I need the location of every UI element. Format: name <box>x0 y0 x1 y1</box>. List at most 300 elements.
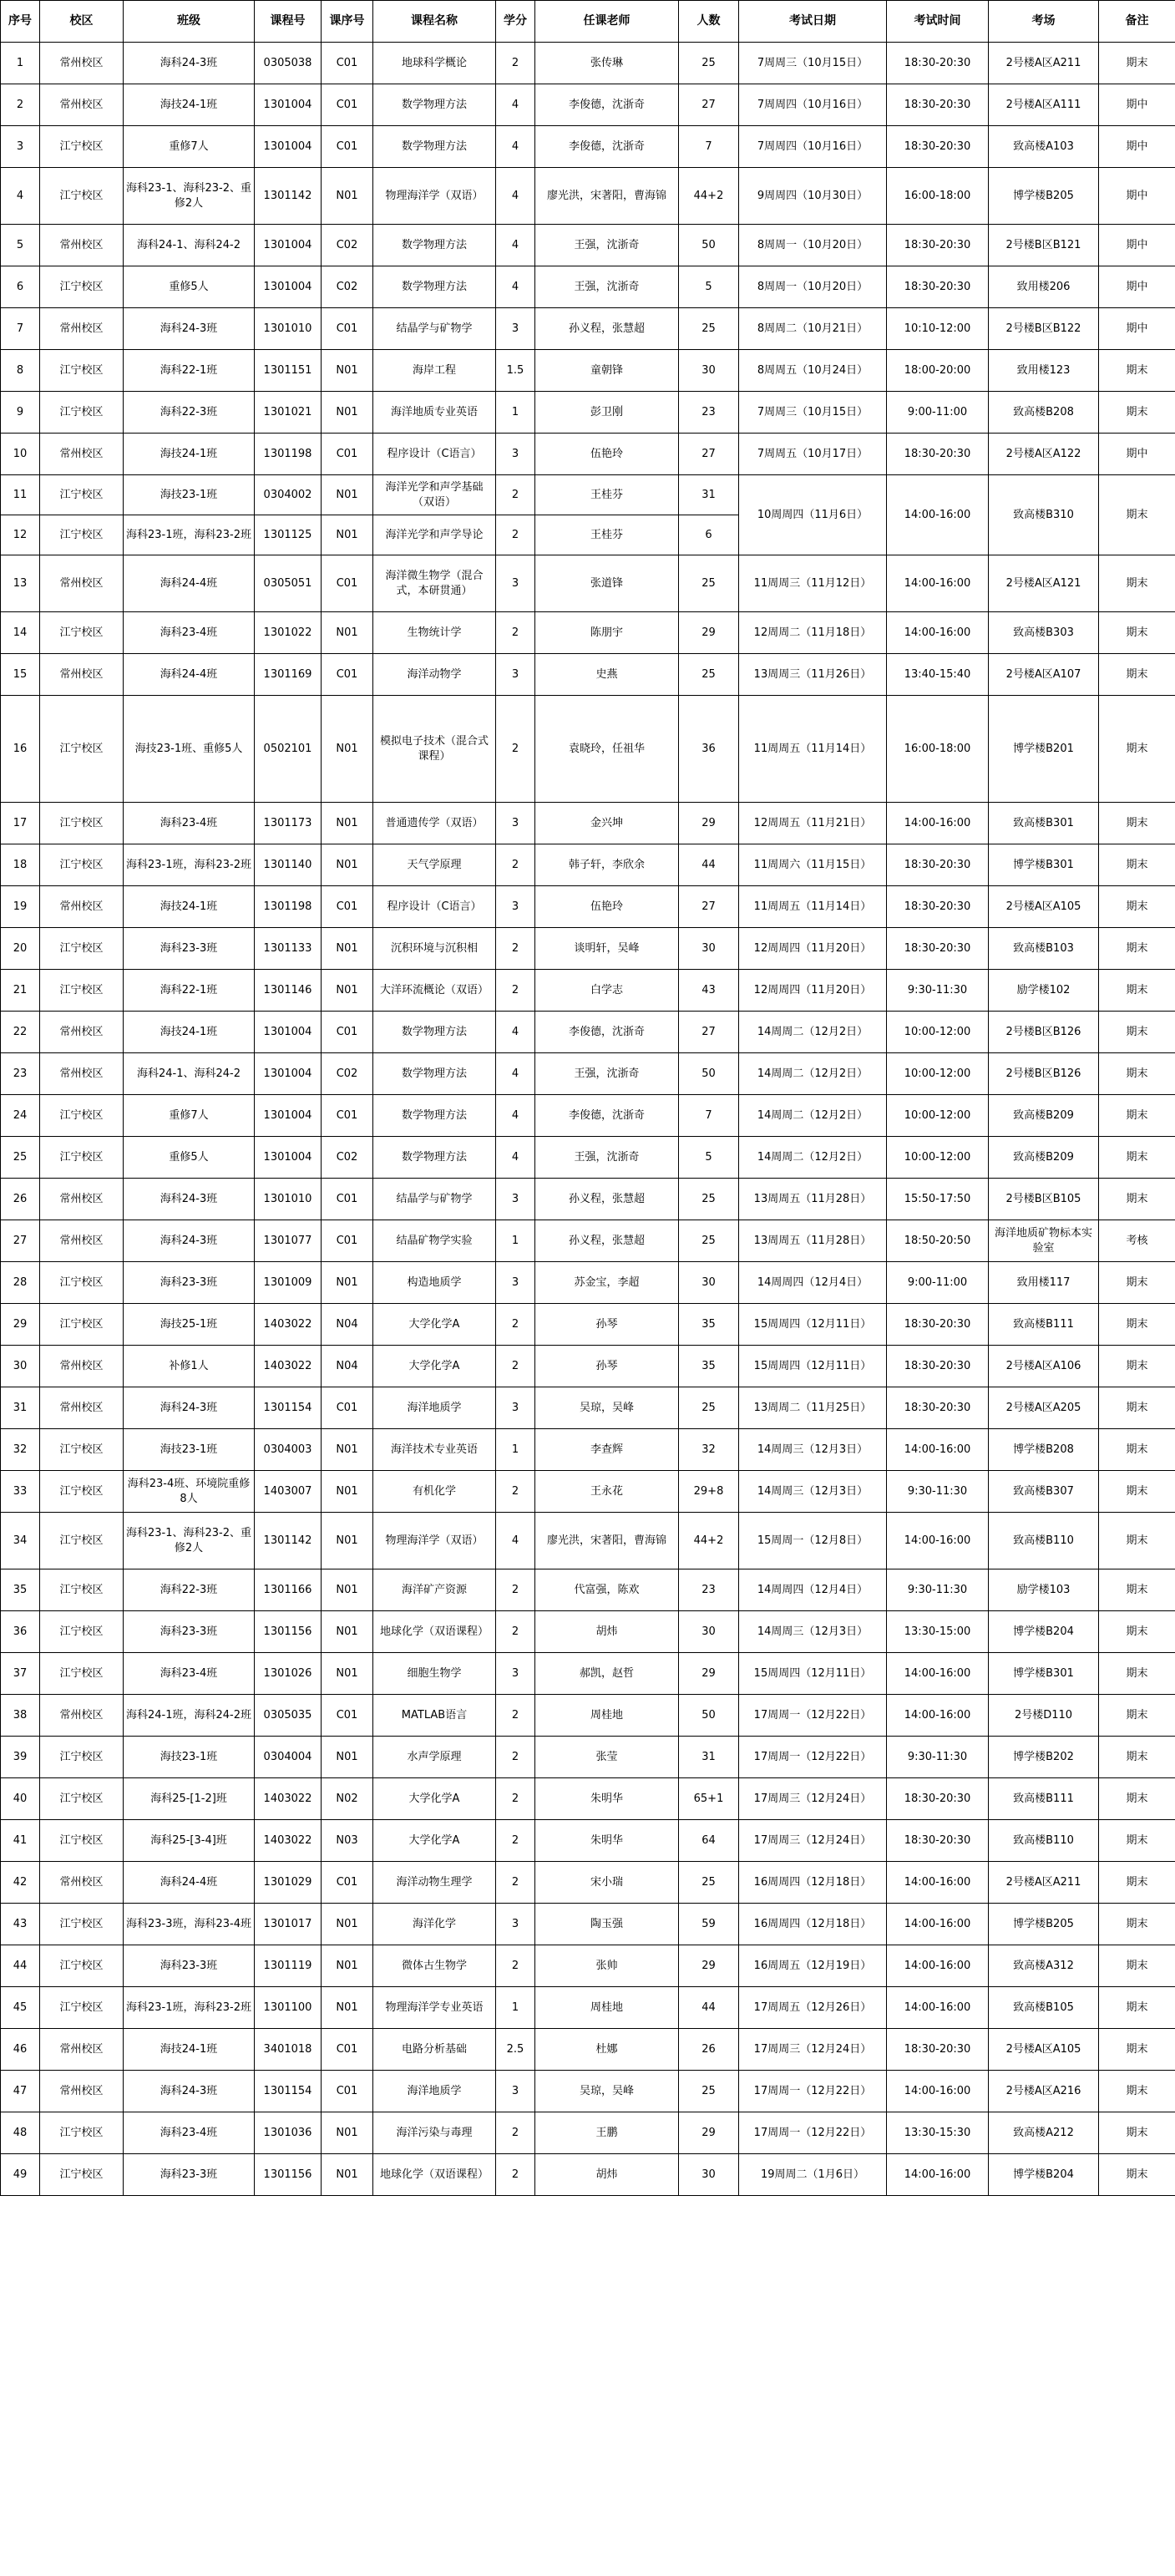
cell-no: 10 <box>1 434 40 475</box>
cell-cls: 海技23-1班 <box>124 1429 255 1471</box>
cell-code: 1403022 <box>255 1778 322 1820</box>
cell-seq: N01 <box>322 2154 373 2196</box>
cell-date: 10周周四（11月6日） <box>739 475 887 555</box>
cell-time: 10:10-12:00 <box>887 308 989 350</box>
cell-count: 25 <box>679 1862 739 1904</box>
cell-no: 34 <box>1 1513 40 1569</box>
cell-teacher: 王鹏 <box>535 2112 679 2154</box>
cell-note: 期中 <box>1099 308 1175 350</box>
table-row <box>1 225 1175 266</box>
cell-room: 博学楼B204 <box>989 1611 1099 1653</box>
cell-seq: N04 <box>322 1304 373 1346</box>
cell-note: 期末 <box>1099 2029 1175 2071</box>
cell-date: 12周周五（11月21日） <box>739 803 887 844</box>
cell-date: 12周周二（11月18日） <box>739 612 887 654</box>
cell-teacher: 苏金宝，李超 <box>535 1262 679 1304</box>
cell-cls: 海科23-3班 <box>124 1945 255 1987</box>
cell-no: 48 <box>1 2112 40 2154</box>
cell-cls: 海科23-3班 <box>124 928 255 970</box>
cell-time: 14:00-16:00 <box>887 612 989 654</box>
cell-credit: 2 <box>496 844 535 886</box>
cell-time: 18:30-20:30 <box>887 1778 989 1820</box>
cell-credit: 4 <box>496 266 535 308</box>
cell-cls: 海科23-3班 <box>124 2154 255 2196</box>
table-row <box>1 1611 1175 1653</box>
cell-seq: C01 <box>322 1179 373 1220</box>
cell-count: 25 <box>679 2071 739 2112</box>
cell-code: 1403022 <box>255 1304 322 1346</box>
cell-credit: 3 <box>496 555 535 612</box>
cell-campus: 常州校区 <box>40 2071 124 2112</box>
cell-teacher: 朱明华 <box>535 1820 679 1862</box>
cell-teacher: 李俊德，沈浙奇 <box>535 1012 679 1053</box>
cell-credit: 4 <box>496 1513 535 1569</box>
cell-no: 49 <box>1 2154 40 2196</box>
cell-seq: C01 <box>322 1095 373 1137</box>
cell-no: 9 <box>1 392 40 434</box>
cell-count: 64 <box>679 1820 739 1862</box>
cell-room: 2号楼A区A105 <box>989 2029 1099 2071</box>
cell-count: 25 <box>679 1387 739 1429</box>
cell-teacher: 王强，沈浙奇 <box>535 225 679 266</box>
cell-credit: 3 <box>496 803 535 844</box>
cell-cls: 海技23-1班、重修5人 <box>124 696 255 803</box>
cell-no: 28 <box>1 1262 40 1304</box>
cell-name: 水声学原理 <box>373 1737 496 1778</box>
header-row <box>1 1 1175 43</box>
cell-cls: 海科22-1班 <box>124 970 255 1012</box>
cell-code: 1301173 <box>255 803 322 844</box>
cell-name: 大学化学A <box>373 1346 496 1387</box>
cell-credit: 3 <box>496 886 535 928</box>
cell-room: 2号楼B区B122 <box>989 308 1099 350</box>
cell-count: 44+2 <box>679 168 739 225</box>
cell-no: 17 <box>1 803 40 844</box>
header-credit: 学分 <box>496 1 535 43</box>
cell-campus: 江宁校区 <box>40 475 124 515</box>
cell-room: 博学楼B205 <box>989 1904 1099 1945</box>
cell-credit: 2 <box>496 1945 535 1987</box>
cell-count: 50 <box>679 1695 739 1737</box>
cell-room: 致高楼A312 <box>989 1945 1099 1987</box>
cell-name: 结晶学与矿物学 <box>373 1179 496 1220</box>
cell-count: 23 <box>679 392 739 434</box>
cell-date: 14周周二（12月2日） <box>739 1012 887 1053</box>
cell-room: 2号楼A区A211 <box>989 43 1099 84</box>
cell-room: 致高楼A212 <box>989 2112 1099 2154</box>
cell-seq: C01 <box>322 84 373 126</box>
cell-count: 30 <box>679 928 739 970</box>
cell-time: 14:00-16:00 <box>887 803 989 844</box>
cell-name: 结晶矿物学实验 <box>373 1220 496 1262</box>
cell-time: 18:30-20:30 <box>887 1346 989 1387</box>
cell-note: 期末 <box>1099 1569 1175 1611</box>
cell-credit: 2 <box>496 970 535 1012</box>
cell-date: 13周周五（11月28日） <box>739 1179 887 1220</box>
cell-name: 大洋环流概论（双语） <box>373 970 496 1012</box>
cell-seq: N01 <box>322 928 373 970</box>
cell-date: 8周周二（10月21日） <box>739 308 887 350</box>
cell-code: 1301169 <box>255 654 322 696</box>
cell-code: 1301022 <box>255 612 322 654</box>
cell-cls: 海科23-1班，海科23-2班 <box>124 1987 255 2029</box>
cell-date: 8周周五（10月24日） <box>739 350 887 392</box>
cell-note: 期中 <box>1099 84 1175 126</box>
cell-name: 程序设计（C语言） <box>373 434 496 475</box>
cell-time: 16:00-18:00 <box>887 168 989 225</box>
cell-count: 25 <box>679 308 739 350</box>
cell-campus: 江宁校区 <box>40 1904 124 1945</box>
cell-cls: 海科22-1班 <box>124 350 255 392</box>
header-exam-date: 考试日期 <box>739 1 887 43</box>
cell-cls: 海科23-4班 <box>124 803 255 844</box>
table-row <box>1 1471 1175 1513</box>
cell-note: 期中 <box>1099 126 1175 168</box>
cell-time: 18:30-20:30 <box>887 1304 989 1346</box>
cell-code: 1301004 <box>255 126 322 168</box>
cell-credit: 2 <box>496 1862 535 1904</box>
cell-room: 励学楼102 <box>989 970 1099 1012</box>
cell-seq: N01 <box>322 1471 373 1513</box>
cell-credit: 3 <box>496 308 535 350</box>
header-course-name: 课程名称 <box>373 1 496 43</box>
cell-code: 1301004 <box>255 1012 322 1053</box>
cell-room: 致高楼B111 <box>989 1304 1099 1346</box>
cell-credit: 4 <box>496 168 535 225</box>
cell-date: 17周周一（12月22日） <box>739 1737 887 1778</box>
cell-credit: 2 <box>496 2112 535 2154</box>
cell-campus: 江宁校区 <box>40 1429 124 1471</box>
cell-room: 博学楼B204 <box>989 2154 1099 2196</box>
cell-note: 期中 <box>1099 225 1175 266</box>
cell-time: 18:30-20:30 <box>887 43 989 84</box>
header-count: 人数 <box>679 1 739 43</box>
cell-date: 11周周六（11月15日） <box>739 844 887 886</box>
cell-no: 22 <box>1 1012 40 1053</box>
cell-seq: N01 <box>322 1945 373 1987</box>
cell-seq: N01 <box>322 350 373 392</box>
cell-credit: 2 <box>496 1346 535 1387</box>
cell-teacher: 胡炜 <box>535 2154 679 2196</box>
cell-teacher: 郝凯，赵哲 <box>535 1653 679 1695</box>
cell-name: 数学物理方法 <box>373 225 496 266</box>
cell-credit: 2 <box>496 1471 535 1513</box>
cell-name: 地球化学（双语课程） <box>373 2154 496 2196</box>
cell-no: 21 <box>1 970 40 1012</box>
cell-room: 致用楼117 <box>989 1262 1099 1304</box>
cell-teacher: 张帅 <box>535 1945 679 1987</box>
cell-note: 期末 <box>1099 1653 1175 1695</box>
cell-room: 致用楼123 <box>989 350 1099 392</box>
cell-code: 1301017 <box>255 1904 322 1945</box>
cell-date: 14周周四（12月4日） <box>739 1262 887 1304</box>
cell-note: 期末 <box>1099 555 1175 612</box>
header-section: 课序号 <box>322 1 373 43</box>
cell-date: 8周周一（10月20日） <box>739 266 887 308</box>
cell-cls: 海科23-1、海科23-2、重修2人 <box>124 168 255 225</box>
cell-teacher: 李俊德，沈浙奇 <box>535 1095 679 1137</box>
cell-name: 大学化学A <box>373 1304 496 1346</box>
cell-note: 期末 <box>1099 1904 1175 1945</box>
cell-seq: N01 <box>322 612 373 654</box>
cell-code: 1301021 <box>255 392 322 434</box>
cell-campus: 常州校区 <box>40 654 124 696</box>
cell-count: 59 <box>679 1904 739 1945</box>
cell-cls: 海科25-[1-2]班 <box>124 1778 255 1820</box>
header-exam-room: 考场 <box>989 1 1099 43</box>
cell-code: 0305051 <box>255 555 322 612</box>
cell-code: 0304004 <box>255 1737 322 1778</box>
cell-no: 38 <box>1 1695 40 1737</box>
cell-cls: 海科24-4班 <box>124 654 255 696</box>
cell-seq: N01 <box>322 970 373 1012</box>
cell-room: 博学楼B301 <box>989 844 1099 886</box>
table-row <box>1 1653 1175 1695</box>
cell-campus: 江宁校区 <box>40 1513 124 1569</box>
cell-no: 8 <box>1 350 40 392</box>
cell-count: 30 <box>679 350 739 392</box>
cell-time: 9:30-11:30 <box>887 1569 989 1611</box>
cell-date: 14周周三（12月3日） <box>739 1429 887 1471</box>
cell-code: 1301004 <box>255 1137 322 1179</box>
cell-code: 1301004 <box>255 1095 322 1137</box>
cell-campus: 常州校区 <box>40 555 124 612</box>
cell-teacher: 胡炜 <box>535 1611 679 1653</box>
cell-date: 14周周四（12月4日） <box>739 1569 887 1611</box>
table-body <box>1 43 1175 2196</box>
cell-name: 细胞生物学 <box>373 1653 496 1695</box>
cell-name: 海洋微生物学（混合式，本研贯通） <box>373 555 496 612</box>
cell-code: 1301004 <box>255 1053 322 1095</box>
cell-no: 35 <box>1 1569 40 1611</box>
cell-date: 14周周二（12月2日） <box>739 1095 887 1137</box>
table-row <box>1 970 1175 1012</box>
cell-time: 10:00-12:00 <box>887 1137 989 1179</box>
table-row <box>1 2112 1175 2154</box>
cell-seq: C02 <box>322 1137 373 1179</box>
cell-campus: 江宁校区 <box>40 1611 124 1653</box>
table-row <box>1 350 1175 392</box>
cell-note: 期末 <box>1099 1429 1175 1471</box>
table-row <box>1 928 1175 970</box>
cell-name: 大学化学A <box>373 1820 496 1862</box>
cell-count: 27 <box>679 434 739 475</box>
cell-campus: 江宁校区 <box>40 1778 124 1820</box>
cell-campus: 江宁校区 <box>40 803 124 844</box>
cell-seq: N01 <box>322 515 373 555</box>
cell-name: 数学物理方法 <box>373 1095 496 1137</box>
cell-count: 23 <box>679 1569 739 1611</box>
cell-teacher: 谈明轩，吴峰 <box>535 928 679 970</box>
cell-note: 期末 <box>1099 1695 1175 1737</box>
cell-count: 50 <box>679 225 739 266</box>
cell-cls: 重修5人 <box>124 266 255 308</box>
cell-teacher: 孙义程，张慧超 <box>535 308 679 350</box>
cell-cls: 海技24-1班 <box>124 2029 255 2071</box>
cell-cls: 海科24-3班 <box>124 1179 255 1220</box>
cell-time: 18:30-20:30 <box>887 266 989 308</box>
cell-campus: 常州校区 <box>40 1012 124 1053</box>
cell-date: 17周周三（12月24日） <box>739 2029 887 2071</box>
cell-room: 致高楼B209 <box>989 1137 1099 1179</box>
cell-campus: 常州校区 <box>40 225 124 266</box>
cell-time: 18:30-20:30 <box>887 225 989 266</box>
cell-date: 14周周二（12月2日） <box>739 1053 887 1095</box>
cell-seq: N02 <box>322 1778 373 1820</box>
cell-code: 1301154 <box>255 1387 322 1429</box>
table-row <box>1 126 1175 168</box>
cell-time: 14:00-16:00 <box>887 1945 989 1987</box>
cell-date: 17周周三（12月24日） <box>739 1820 887 1862</box>
cell-count: 36 <box>679 696 739 803</box>
cell-count: 5 <box>679 1137 739 1179</box>
cell-teacher: 袁晓玲，任祖华 <box>535 696 679 803</box>
cell-room: 致高楼B310 <box>989 475 1099 555</box>
cell-note: 期末 <box>1099 1304 1175 1346</box>
cell-room: 2号楼B区B105 <box>989 1179 1099 1220</box>
cell-no: 41 <box>1 1820 40 1862</box>
cell-cls: 海技25-1班 <box>124 1304 255 1346</box>
cell-name: 电路分析基础 <box>373 2029 496 2071</box>
cell-seq: N04 <box>322 1346 373 1387</box>
cell-time: 14:00-16:00 <box>887 2154 989 2196</box>
cell-name: 数学物理方法 <box>373 1053 496 1095</box>
cell-teacher: 李俊德，沈浙奇 <box>535 84 679 126</box>
cell-no: 19 <box>1 886 40 928</box>
cell-credit: 1.5 <box>496 350 535 392</box>
cell-no: 15 <box>1 654 40 696</box>
cell-note: 期末 <box>1099 2071 1175 2112</box>
cell-credit: 2 <box>496 1569 535 1611</box>
cell-code: 1301133 <box>255 928 322 970</box>
cell-note: 期末 <box>1099 886 1175 928</box>
cell-name: 海洋矿产资源 <box>373 1569 496 1611</box>
cell-date: 15周周四（12月11日） <box>739 1304 887 1346</box>
cell-no: 29 <box>1 1304 40 1346</box>
cell-name: 地球科学概论 <box>373 43 496 84</box>
cell-cls: 海科24-1、海科24-2 <box>124 225 255 266</box>
cell-code: 0305038 <box>255 43 322 84</box>
cell-code: 0502101 <box>255 696 322 803</box>
cell-cls: 海技24-1班 <box>124 434 255 475</box>
cell-code: 1301077 <box>255 1220 322 1262</box>
table-row <box>1 475 1175 515</box>
cell-credit: 4 <box>496 1012 535 1053</box>
cell-count: 25 <box>679 654 739 696</box>
cell-seq: N01 <box>322 1904 373 1945</box>
cell-teacher: 王桂芬 <box>535 475 679 515</box>
cell-count: 29 <box>679 612 739 654</box>
cell-cls: 海科23-3班 <box>124 1262 255 1304</box>
cell-code: 1301151 <box>255 350 322 392</box>
cell-campus: 江宁校区 <box>40 1945 124 1987</box>
cell-code: 1403022 <box>255 1820 322 1862</box>
cell-code: 1403022 <box>255 1346 322 1387</box>
cell-credit: 3 <box>496 1387 535 1429</box>
cell-seq: N01 <box>322 475 373 515</box>
cell-date: 7周周五（10月17日） <box>739 434 887 475</box>
cell-no: 31 <box>1 1387 40 1429</box>
cell-time: 14:00-16:00 <box>887 1653 989 1695</box>
cell-name: 数学物理方法 <box>373 266 496 308</box>
cell-room: 致高楼B105 <box>989 1987 1099 2029</box>
cell-credit: 3 <box>496 434 535 475</box>
cell-time: 9:30-11:30 <box>887 1471 989 1513</box>
cell-room: 致高楼B307 <box>989 1471 1099 1513</box>
cell-credit: 2 <box>496 1820 535 1862</box>
cell-no: 40 <box>1 1778 40 1820</box>
cell-name: 海洋光学和声学导论 <box>373 515 496 555</box>
cell-time: 18:30-20:30 <box>887 1820 989 1862</box>
cell-teacher: 伍艳玲 <box>535 886 679 928</box>
cell-teacher: 韩子轩，李欣余 <box>535 844 679 886</box>
cell-seq: N01 <box>322 1611 373 1653</box>
header-no: 序号 <box>1 1 40 43</box>
cell-room: 致高楼B110 <box>989 1820 1099 1862</box>
cell-teacher: 孙义程，张慧超 <box>535 1179 679 1220</box>
cell-campus: 江宁校区 <box>40 1137 124 1179</box>
cell-campus: 江宁校区 <box>40 1262 124 1304</box>
cell-seq: C01 <box>322 1695 373 1737</box>
cell-name: 程序设计（C语言） <box>373 886 496 928</box>
cell-no: 25 <box>1 1137 40 1179</box>
cell-seq: C01 <box>322 654 373 696</box>
cell-time: 13:30-15:00 <box>887 1611 989 1653</box>
cell-room: 致用楼206 <box>989 266 1099 308</box>
cell-time: 14:00-16:00 <box>887 555 989 612</box>
cell-no: 12 <box>1 515 40 555</box>
cell-campus: 江宁校区 <box>40 696 124 803</box>
cell-name: 构造地质学 <box>373 1262 496 1304</box>
cell-credit: 4 <box>496 1053 535 1095</box>
cell-campus: 常州校区 <box>40 43 124 84</box>
cell-seq: N01 <box>322 1262 373 1304</box>
cell-no: 26 <box>1 1179 40 1220</box>
cell-note: 期末 <box>1099 612 1175 654</box>
cell-note: 期末 <box>1099 1778 1175 1820</box>
cell-campus: 常州校区 <box>40 84 124 126</box>
cell-teacher: 王强，沈浙奇 <box>535 266 679 308</box>
cell-campus: 江宁校区 <box>40 1987 124 2029</box>
cell-code: 1301146 <box>255 970 322 1012</box>
table-row <box>1 308 1175 350</box>
cell-name: 有机化学 <box>373 1471 496 1513</box>
cell-date: 17周周五（12月26日） <box>739 1987 887 2029</box>
cell-date: 19周周二（1月6日） <box>739 2154 887 2196</box>
cell-cls: 重修7人 <box>124 1095 255 1137</box>
cell-cls: 海科23-1、海科23-2、重修2人 <box>124 1513 255 1569</box>
cell-teacher: 白学志 <box>535 970 679 1012</box>
cell-campus: 江宁校区 <box>40 515 124 555</box>
cell-code: 1301036 <box>255 2112 322 2154</box>
cell-code: 0304003 <box>255 1429 322 1471</box>
cell-time: 14:00-16:00 <box>887 1695 989 1737</box>
cell-time: 18:30-20:30 <box>887 886 989 928</box>
cell-count: 27 <box>679 84 739 126</box>
cell-date: 17周周一（12月22日） <box>739 2071 887 2112</box>
cell-cls: 重修7人 <box>124 126 255 168</box>
cell-teacher: 王永花 <box>535 1471 679 1513</box>
cell-seq: C01 <box>322 1862 373 1904</box>
cell-count: 29 <box>679 803 739 844</box>
cell-credit: 3 <box>496 1262 535 1304</box>
table-row <box>1 168 1175 225</box>
cell-campus: 江宁校区 <box>40 612 124 654</box>
cell-time: 9:30-11:30 <box>887 1737 989 1778</box>
table-row <box>1 1179 1175 1220</box>
cell-no: 45 <box>1 1987 40 2029</box>
cell-date: 7周周四（10月16日） <box>739 126 887 168</box>
